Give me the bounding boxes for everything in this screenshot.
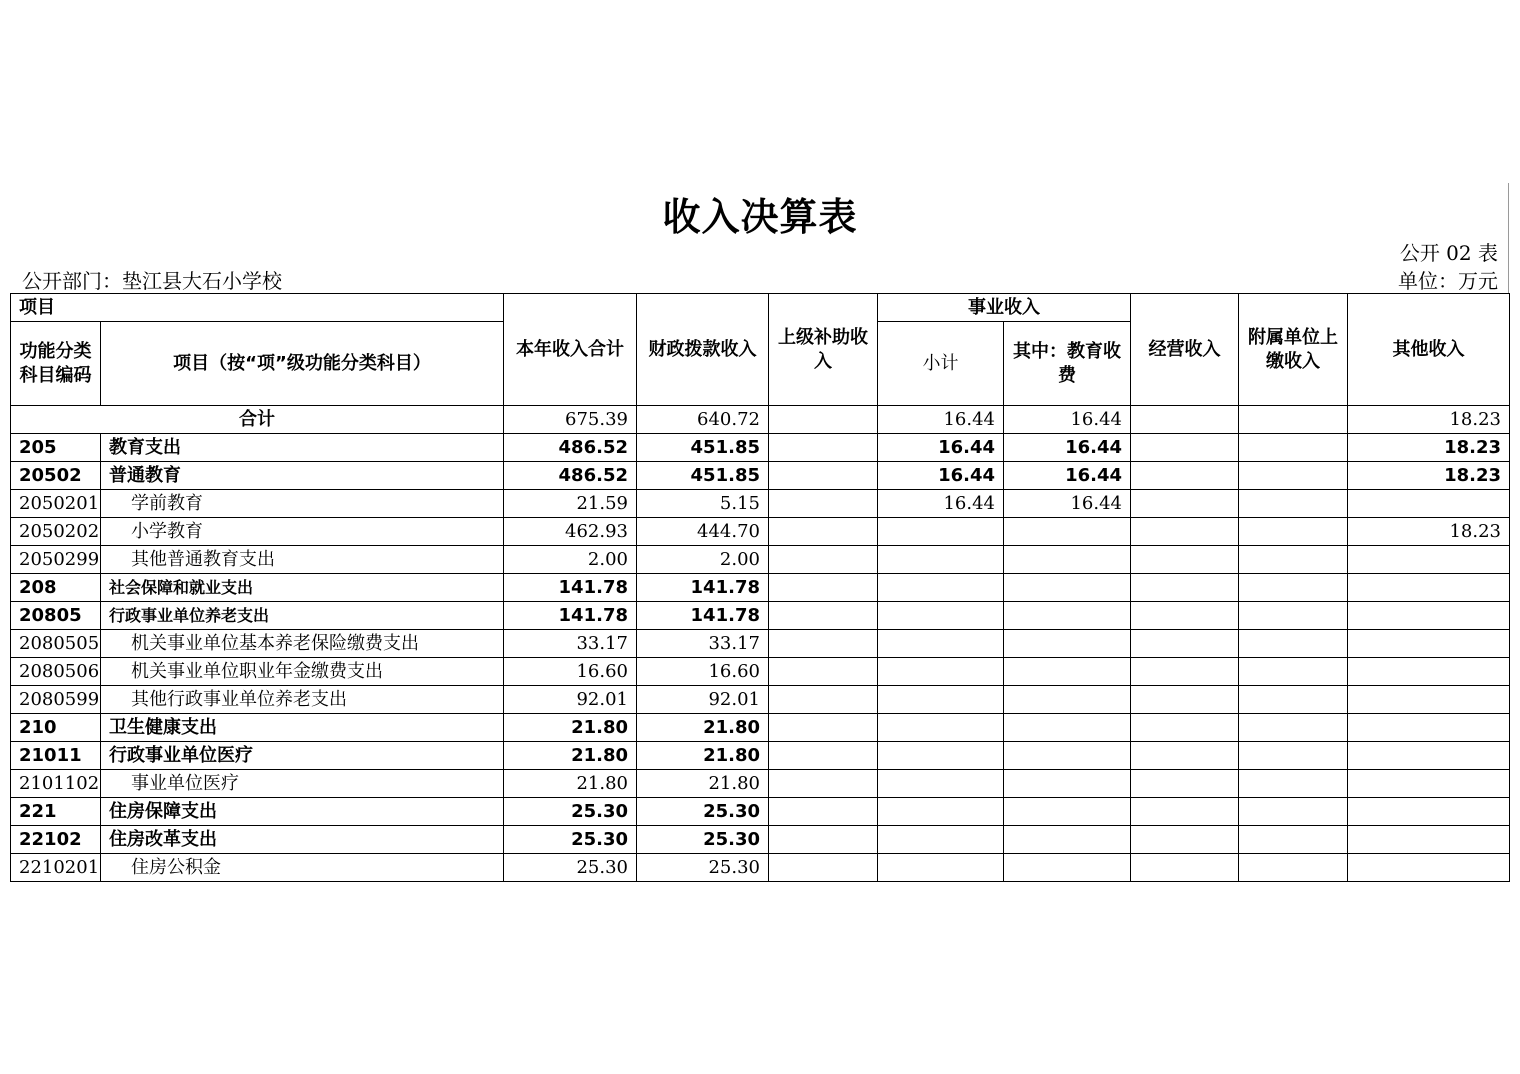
cell-total: 141.78 [504, 602, 637, 630]
cell-other: 18.23 [1348, 462, 1510, 490]
cell-item-name: 住房改革支出 [101, 826, 504, 854]
cell-fiscal: 25.30 [637, 854, 769, 882]
cell-superior [769, 630, 878, 658]
cell-other: 18.23 [1348, 434, 1510, 462]
cell-affiliated [1239, 630, 1348, 658]
cell-operating [1131, 854, 1239, 882]
cell-affiliated [1239, 798, 1348, 826]
cell-other [1348, 574, 1510, 602]
cell-item-name: 卫生健康支出 [101, 714, 504, 742]
cell-item-name: 事业单位医疗 [101, 770, 504, 798]
cell-fiscal: 444.70 [637, 518, 769, 546]
header-operating: 经营收入 [1131, 294, 1239, 406]
cell-func-code: 2080599 [11, 686, 101, 714]
cell-edu-fee [1004, 602, 1131, 630]
cell-affiliated [1239, 546, 1348, 574]
cell-other [1348, 546, 1510, 574]
cell-affiliated [1239, 770, 1348, 798]
cell-affiliated [1239, 602, 1348, 630]
cell-fiscal: 25.30 [637, 826, 769, 854]
cell-fiscal: 21.80 [637, 742, 769, 770]
cell-func-code: 22102 [11, 826, 101, 854]
cell-other [1348, 602, 1510, 630]
cell-operating [1131, 658, 1239, 686]
cell-total: 25.30 [504, 798, 637, 826]
header-superior: 上级补助收入 [769, 294, 878, 406]
cell-item-name: 其他普通教育支出 [101, 546, 504, 574]
cell-edu-fee [1004, 658, 1131, 686]
cell-fiscal: 16.60 [637, 658, 769, 686]
cell-func-code: 20502 [11, 462, 101, 490]
cell-operating [1131, 826, 1239, 854]
cell-func-code: 221 [11, 798, 101, 826]
cell-func-code: 205 [11, 434, 101, 462]
cell-total: 486.52 [504, 434, 637, 462]
cell-other [1348, 686, 1510, 714]
cell-total: 2.00 [504, 546, 637, 574]
cell-other: 18.23 [1348, 518, 1510, 546]
cell-func-code: 210 [11, 714, 101, 742]
cell-fiscal: 5.15 [637, 490, 769, 518]
cell-item-name: 机关事业单位基本养老保险缴费支出 [101, 630, 504, 658]
cell-subtotal [878, 630, 1004, 658]
cell-func-code: 2080505 [11, 630, 101, 658]
cell-subtotal: 16.44 [878, 462, 1004, 490]
table-row [11, 826, 1510, 854]
cell-edu-fee: 16.44 [1004, 490, 1131, 518]
header-subtotal: 小计 [878, 322, 1004, 406]
cell-other [1348, 742, 1510, 770]
cell-edu-fee [1004, 854, 1131, 882]
page-title: 收入决算表 [662, 195, 858, 239]
cell-func-code: 2210201 [11, 854, 101, 882]
cell-total: 21.80 [504, 742, 637, 770]
cell-subtotal [878, 826, 1004, 854]
cell-item-name: 社会保障和就业支出 [101, 574, 504, 602]
cell-affiliated [1239, 518, 1348, 546]
cell-superior [769, 602, 878, 630]
cell-other [1348, 826, 1510, 854]
cell-total: 141.78 [504, 574, 637, 602]
cell-item-name: 住房保障支出 [101, 798, 504, 826]
cell-edu-fee: 16.44 [1004, 462, 1131, 490]
cell-affiliated [1239, 574, 1348, 602]
table-row [11, 798, 1510, 826]
cell-edu-fee [1004, 798, 1131, 826]
department-label: 公开部门：垫江县大石小学校 [22, 269, 282, 293]
cell-operating [1131, 490, 1239, 518]
cell-superior [769, 462, 878, 490]
cell-func-code: 2080506 [11, 658, 101, 686]
cell-subtotal [878, 742, 1004, 770]
cell-item-name: 行政事业单位医疗 [101, 742, 504, 770]
cell-edu-fee [1004, 714, 1131, 742]
cell-func-code: 21011 [11, 742, 101, 770]
cell-subtotal [878, 686, 1004, 714]
cell-item-name: 住房公积金 [101, 854, 504, 882]
cell-superior [769, 826, 878, 854]
cell-edu-fee [1004, 686, 1131, 714]
header-item-name: 项目（按“项”级功能分类科目） [101, 322, 504, 406]
cell-affiliated [1239, 434, 1348, 462]
cell-affiliated [1239, 462, 1348, 490]
cell-affiliated [1239, 490, 1348, 518]
header-other: 其他收入 [1348, 294, 1510, 406]
total-cell-affiliated [1239, 406, 1348, 434]
header-affiliated: 附属单位上缴收入 [1239, 294, 1348, 406]
cell-operating [1131, 798, 1239, 826]
cell-edu-fee [1004, 826, 1131, 854]
header-total: 本年收入合计 [504, 294, 637, 406]
cell-affiliated [1239, 658, 1348, 686]
cell-other [1348, 658, 1510, 686]
cell-func-code: 20805 [11, 602, 101, 630]
cell-affiliated [1239, 714, 1348, 742]
cell-other [1348, 854, 1510, 882]
cell-subtotal [878, 798, 1004, 826]
cell-item-name: 教育支出 [101, 434, 504, 462]
cell-affiliated [1239, 742, 1348, 770]
total-row [11, 406, 1510, 434]
cell-operating [1131, 574, 1239, 602]
table-row [11, 602, 1510, 630]
cell-item-name: 行政事业单位养老支出 [101, 602, 504, 630]
cell-fiscal: 141.78 [637, 602, 769, 630]
cell-subtotal [878, 546, 1004, 574]
cell-func-code: 2050202 [11, 518, 101, 546]
cell-total: 21.80 [504, 770, 637, 798]
cell-item-name: 普通教育 [101, 462, 504, 490]
cell-operating [1131, 686, 1239, 714]
cell-affiliated [1239, 854, 1348, 882]
cell-fiscal: 141.78 [637, 574, 769, 602]
cell-superior [769, 742, 878, 770]
cell-superior [769, 434, 878, 462]
form-number: 公开 02 表 [1399, 241, 1498, 265]
total-cell-fiscal: 640.72 [637, 406, 769, 434]
table-row [11, 462, 1510, 490]
cell-operating [1131, 630, 1239, 658]
cell-operating [1131, 518, 1239, 546]
cell-fiscal: 2.00 [637, 546, 769, 574]
cell-operating [1131, 602, 1239, 630]
income-report-table [10, 293, 1510, 882]
table-row [11, 658, 1510, 686]
cell-total: 25.30 [504, 854, 637, 882]
cell-affiliated [1239, 686, 1348, 714]
cell-func-code: 2101102 [11, 770, 101, 798]
cell-total: 16.60 [504, 658, 637, 686]
cell-affiliated [1239, 826, 1348, 854]
total-cell-other: 18.23 [1348, 406, 1510, 434]
cell-item-name: 小学教育 [101, 518, 504, 546]
total-cell-edu-fee: 16.44 [1004, 406, 1131, 434]
cell-subtotal [878, 854, 1004, 882]
cell-item-name: 其他行政事业单位养老支出 [101, 686, 504, 714]
cell-fiscal: 33.17 [637, 630, 769, 658]
cell-operating [1131, 714, 1239, 742]
total-cell-subtotal: 16.44 [878, 406, 1004, 434]
cell-subtotal [878, 574, 1004, 602]
cell-subtotal [878, 714, 1004, 742]
cell-operating [1131, 462, 1239, 490]
total-cell-operating [1131, 406, 1239, 434]
cell-superior [769, 854, 878, 882]
cell-edu-fee: 16.44 [1004, 434, 1131, 462]
cell-superior [769, 490, 878, 518]
cell-superior [769, 686, 878, 714]
cell-other [1348, 490, 1510, 518]
cell-superior [769, 798, 878, 826]
cell-total: 25.30 [504, 826, 637, 854]
cell-total: 92.01 [504, 686, 637, 714]
cell-operating [1131, 770, 1239, 798]
cell-superior [769, 546, 878, 574]
cell-subtotal: 16.44 [878, 434, 1004, 462]
cell-operating [1131, 742, 1239, 770]
cell-total: 486.52 [504, 462, 637, 490]
cell-other [1348, 630, 1510, 658]
cell-edu-fee [1004, 630, 1131, 658]
table-row [11, 742, 1510, 770]
header-edu-fee: 其中：教育收费 [1004, 322, 1131, 406]
cell-total: 21.80 [504, 714, 637, 742]
total-cell-superior [769, 406, 878, 434]
page-border-line [1508, 183, 1509, 293]
cell-superior [769, 770, 878, 798]
cell-superior [769, 714, 878, 742]
cell-subtotal [878, 518, 1004, 546]
table-row [11, 518, 1510, 546]
cell-subtotal [878, 770, 1004, 798]
cell-subtotal [878, 658, 1004, 686]
cell-edu-fee [1004, 770, 1131, 798]
cell-total: 21.59 [504, 490, 637, 518]
cell-func-code: 208 [11, 574, 101, 602]
table-row [11, 770, 1510, 798]
cell-fiscal: 25.30 [637, 798, 769, 826]
cell-fiscal: 21.80 [637, 714, 769, 742]
table-row [11, 854, 1510, 882]
cell-fiscal: 451.85 [637, 434, 769, 462]
cell-subtotal [878, 602, 1004, 630]
cell-superior [769, 574, 878, 602]
cell-edu-fee [1004, 742, 1131, 770]
table-row [11, 434, 1510, 462]
cell-other [1348, 714, 1510, 742]
cell-func-code: 2050201 [11, 490, 101, 518]
cell-total: 33.17 [504, 630, 637, 658]
header-business-income: 事业收入 [878, 294, 1131, 322]
cell-fiscal: 92.01 [637, 686, 769, 714]
cell-edu-fee [1004, 518, 1131, 546]
total-cell-total: 675.39 [504, 406, 637, 434]
total-label: 合计 [11, 406, 504, 434]
table-row [11, 546, 1510, 574]
table-row [11, 686, 1510, 714]
cell-func-code: 2050299 [11, 546, 101, 574]
cell-edu-fee [1004, 574, 1131, 602]
cell-edu-fee [1004, 546, 1131, 574]
cell-item-name: 学前教育 [101, 490, 504, 518]
cell-item-name: 机关事业单位职业年金缴费支出 [101, 658, 504, 686]
cell-total: 462.93 [504, 518, 637, 546]
cell-fiscal: 21.80 [637, 770, 769, 798]
cell-subtotal: 16.44 [878, 490, 1004, 518]
table-row [11, 574, 1510, 602]
table-row [11, 490, 1510, 518]
cell-operating [1131, 546, 1239, 574]
header-func-code: 功能分类科目编码 [11, 322, 101, 406]
header-project: 项目 [11, 294, 504, 322]
header-fiscal: 财政拨款收入 [637, 294, 769, 406]
cell-operating [1131, 434, 1239, 462]
cell-other [1348, 798, 1510, 826]
table-row [11, 714, 1510, 742]
unit-label: 单位：万元 [1398, 269, 1498, 293]
table-row [11, 630, 1510, 658]
cell-superior [769, 518, 878, 546]
cell-fiscal: 451.85 [637, 462, 769, 490]
cell-superior [769, 658, 878, 686]
cell-other [1348, 770, 1510, 798]
